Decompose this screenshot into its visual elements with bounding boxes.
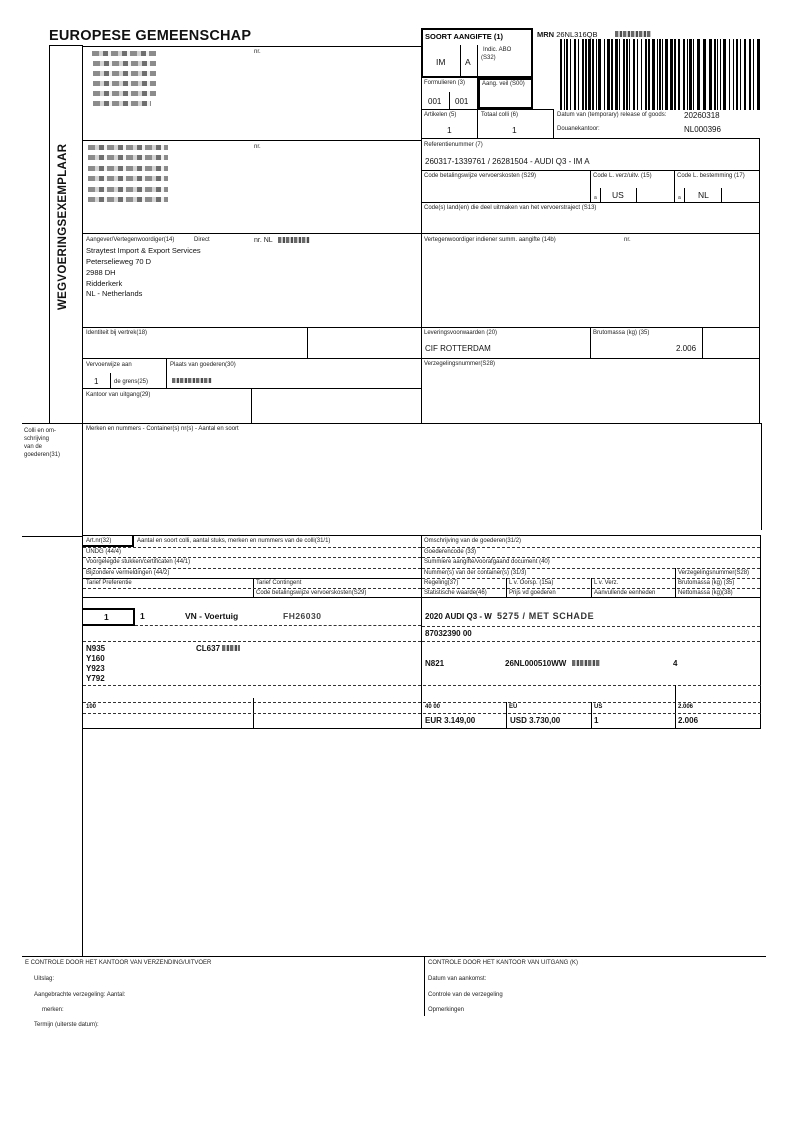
declarant-nr: nr. NL: [254, 237, 273, 244]
tarief-cont-label: Tarief Contingent: [256, 580, 302, 586]
item-colli-mark: FH26030: [283, 611, 322, 621]
barcode-bar: [585, 39, 587, 110]
item-description: 2020 AUDI Q3 - W: [425, 612, 492, 621]
frame-line: [674, 170, 675, 203]
frame-line: [421, 138, 760, 139]
goods-section-label-line: schrijving: [24, 436, 50, 443]
declarant-line: 2988 DH: [86, 268, 116, 277]
barcode-bar: [648, 39, 650, 110]
verzegeling-label: Verzegelingsnummer(S28): [424, 361, 496, 367]
code-best-prefix: a: [678, 195, 681, 201]
barcode-bar: [626, 39, 628, 110]
frame-line: [636, 188, 637, 203]
summiere-label: Summiere aangifte/voorafgaand document (40): [424, 559, 550, 565]
barcode-bar: [678, 39, 680, 110]
frame-line: [421, 535, 422, 729]
row-divider: [83, 588, 421, 589]
control-left-item: Termijn (uiterste datum):: [34, 1022, 99, 1028]
frame-line: [675, 568, 676, 598]
frame-line: [83, 578, 421, 579]
route-label: Code(s) land(en) die deel uitmaken van het vervoerstraject (S13): [424, 205, 597, 211]
art-nr-label: Art.nr(32): [86, 538, 112, 544]
row-divider: [83, 641, 421, 642]
aang-veil-label: Aang. veil (S00): [482, 81, 525, 87]
item-summary-ref: 26NL000510WW: [505, 659, 567, 668]
code-best-label: Code L. bestemming (17): [677, 173, 745, 179]
indic-abo-code: (S32): [481, 55, 496, 61]
code-verz-label: Code L. verz/uitv. (15): [593, 173, 652, 179]
barcode-bar: [709, 39, 712, 110]
code-betaling-label: Code betalingswijze vervoerskosten (S29): [424, 173, 537, 179]
statistische-label: Statistische waarde(46): [424, 590, 487, 596]
reference-value: 260317-1339761 / 26281504 - AUDI Q3 - IM A: [425, 157, 590, 166]
frame-line: [590, 327, 591, 359]
frame-line: [591, 702, 592, 729]
merken-label: Merken en nummers - Container(s) nr(s) - Aantal en soort: [86, 426, 239, 432]
barcode-bar: [623, 39, 625, 110]
redacted-consignee: [88, 197, 168, 202]
declarant-line: NL - Netherlands: [86, 289, 143, 298]
goods-section-label-line: Colli en om-: [24, 428, 57, 434]
formulieren-1: 001: [428, 97, 442, 106]
barcode-bar: [607, 39, 610, 110]
item-colli-count: 1: [140, 611, 145, 621]
control-right-item: Datum van aankomst:: [428, 976, 487, 982]
consignee-nr-label: nr.: [254, 144, 261, 150]
barcode-bar: [720, 39, 721, 110]
l-verz-label: L v. Verz.: [594, 580, 619, 586]
representative-nr: nr.: [624, 237, 631, 243]
frame-line: [460, 45, 461, 77]
frame-line: [424, 956, 425, 1016]
plaats-label: Plaats van goederen(30): [170, 362, 236, 368]
row-divider: [422, 547, 760, 548]
frame-line: [49, 45, 83, 46]
barcode-bar: [570, 39, 571, 110]
code-verz-prefix: a: [594, 195, 597, 201]
item-regeling: 40 00: [425, 704, 441, 710]
barcode-bar: [693, 39, 694, 110]
frame-line: [421, 202, 760, 203]
redacted-consignor: [92, 51, 156, 56]
item-l-oorsp: EU: [509, 704, 518, 710]
reference-label: Referentienummer (7): [424, 142, 483, 148]
barcode-bar: [633, 39, 635, 110]
mrn-line: [537, 30, 597, 39]
release-label: Datum van (temporary) release of goods:: [557, 112, 667, 118]
goods-section-label: [24, 427, 60, 459]
redacted-consignor: [93, 61, 156, 66]
barcode-bar: [652, 39, 655, 110]
goederencode-label: Goederencode (33): [424, 549, 477, 555]
barcode-bar: [560, 39, 562, 110]
redacted-plaats: [172, 378, 212, 383]
row-divider: [422, 568, 760, 569]
voorgelegde-label: Voorgelegde stukken/certificaten (44/1): [86, 559, 191, 565]
verzegeling-goods-label: Verzegelingsnummer(S28): [678, 570, 750, 576]
barcode-bar: [582, 39, 584, 110]
redacted-document-ref: [222, 645, 240, 651]
frame-line: [721, 188, 722, 203]
indic-abo-label: Indic. ABO: [483, 47, 512, 53]
barcode-bar: [659, 39, 661, 110]
grens-label: de grens(25): [114, 379, 149, 385]
barcode-bar: [753, 39, 754, 110]
representative-label: Vertegenwoordiger indiener summ. aangifte (14b): [424, 237, 556, 243]
item-l-verz: US: [594, 704, 603, 710]
barcode-bar: [687, 39, 688, 110]
barcode-bar: [629, 39, 630, 110]
identiteit-label: Identiteit bij vertrek(18): [86, 330, 148, 336]
vervoerwijze-value: 1: [94, 377, 99, 386]
code-best-value: NL: [698, 190, 709, 200]
kantoor-uitgang-label: Kantoor van uitgang(29): [86, 392, 151, 398]
row-divider: [422, 557, 760, 558]
aanvullende-label: Aanvullende eenheden: [594, 590, 656, 596]
item-prijs: USD 3.730,00: [510, 716, 561, 725]
frame-line: [82, 388, 422, 389]
barcode-bar: [598, 39, 601, 110]
redacted-consignee: [88, 145, 168, 150]
barcode-bar: [641, 39, 642, 110]
control-right-item: Opmerkingen: [428, 1007, 465, 1013]
brutomassa-label: Brutomassa (kg) (35): [593, 330, 650, 336]
item-tarief-pref: 100: [86, 704, 97, 710]
tarief-pref-label: Tarief Preferentie: [86, 580, 132, 586]
copy-label: WEGVOERINGSEXEMPLAAR: [57, 143, 69, 310]
frame-line: [600, 188, 601, 203]
redacted-consignee: [88, 187, 168, 192]
redacted-consignor: [93, 91, 156, 96]
regeling-label: Regeling(37): [424, 580, 459, 586]
item-art-nr: 1: [104, 612, 109, 622]
frame-line: [307, 327, 308, 359]
release-value: 20260318: [684, 111, 720, 120]
barcode-bar: [740, 39, 741, 110]
frame-line: [22, 536, 83, 537]
undg-label: UNDG (44/4): [86, 549, 122, 555]
totaal-colli-label: Totaal colli (6): [481, 112, 519, 118]
item-documents: [86, 644, 105, 684]
row-divider: [422, 626, 760, 627]
redacted-consignor: [93, 81, 156, 86]
code-verz-value: US: [612, 190, 624, 200]
row-divider: [83, 557, 421, 558]
artikelen-value: 1: [447, 125, 452, 135]
declarant-line: Straytest Import & Export Services: [86, 246, 201, 255]
declarant-label: Aangever/Vertegenwoordiger(14): [86, 237, 175, 243]
frame-line: [477, 45, 478, 77]
aantal-soort-label: Aantal en soort colli, aantal stuks, merken en nummers van de colli(31/1): [137, 538, 331, 544]
frame-line: [22, 423, 762, 424]
item-nettomassa: 2.006: [678, 716, 699, 725]
barcode-bar: [657, 39, 658, 110]
frame-line: [421, 358, 760, 359]
row-divider: [83, 713, 761, 714]
declarant-type: Direct: [194, 237, 210, 243]
brutomassa-goods-label: Brutomassa (kg) (35): [678, 580, 735, 586]
barcode-bar: [574, 39, 576, 110]
row-divider: [83, 568, 421, 569]
barcode-bar: [566, 39, 568, 110]
redacted-summary-ref: [572, 660, 600, 666]
frame-line: [759, 138, 760, 423]
row-divider: [422, 588, 760, 589]
item-summary-count: 4: [673, 659, 678, 668]
frame-line: [82, 45, 83, 756]
control-left-item: merken:: [42, 1007, 64, 1013]
frame-line: [110, 373, 111, 388]
frame-line: [761, 423, 762, 530]
redacted-declarant-nr: [278, 237, 310, 243]
item-colli-kind: VN - Voertuig: [185, 611, 239, 621]
redacted-consignor: [93, 101, 151, 106]
frame-line: [82, 358, 422, 359]
barcode-bar: [611, 39, 613, 110]
barcode-bar: [578, 39, 579, 110]
brutomassa-value: 2.006: [676, 344, 697, 353]
barcode-bar: [588, 39, 591, 110]
leveringsvoorwaarden-value: CIF ROTTERDAM: [425, 344, 491, 353]
barcode-bar: [717, 39, 718, 110]
row-divider: [83, 702, 761, 703]
page-title: EUROPESE GEMEENSCHAP: [49, 28, 252, 44]
barcode-bar: [714, 39, 716, 110]
redacted-consignor: [93, 71, 156, 76]
redacted-mrn: [615, 31, 651, 37]
control-left-title: E CONTROLE DOOR HET KANTOOR VAN VERZENDING/UITVOER: [25, 960, 212, 966]
vervoerwijze-label: Vervoerwijze aan: [86, 362, 132, 368]
item-document: Y160: [86, 654, 105, 663]
totaal-colli-value: 1: [512, 125, 517, 135]
frame-line: [22, 956, 766, 957]
mrn-label: MRN: [537, 30, 555, 39]
item-goods-code: 87032390 00: [425, 629, 472, 638]
item-statistische: EUR 3.149,00: [425, 716, 476, 725]
l-oorsp-label: L v. Oorsp. (15a): [509, 580, 554, 586]
barcode-bar: [749, 39, 751, 110]
container-nrs-label: Nummer(s) van der container(s) (31/3): [424, 570, 527, 576]
control-right-item: Controle van de verzegeling: [428, 992, 503, 998]
row-divider: [135, 625, 421, 626]
barcode-bar: [683, 39, 685, 110]
declarant-line: Ridderkerk: [86, 279, 123, 288]
barcode-bar: [615, 39, 618, 110]
mrn-barcode: [560, 39, 762, 110]
barcode-bar: [645, 39, 647, 110]
item-aanvullende: 1: [594, 716, 599, 725]
frame-line: [553, 109, 554, 138]
frame-line: [675, 685, 676, 729]
barcode-bar: [662, 39, 663, 110]
item-brutomassa: 2.006: [678, 704, 694, 710]
frame-line: [166, 358, 167, 389]
barcode-bar: [733, 39, 734, 110]
item-document-ref: CL637: [196, 644, 221, 653]
frame-line: [702, 327, 703, 359]
item-summary-code: N821: [425, 659, 445, 668]
goods-section-label-line: van de: [24, 444, 43, 451]
barcode-bar: [674, 39, 676, 110]
frame-line: [506, 702, 507, 729]
barcode-bar: [596, 39, 597, 110]
barcode-bar: [604, 39, 605, 110]
frame-line: [684, 188, 685, 203]
formulieren-label: Formulieren (3): [424, 80, 466, 86]
frame-line: [421, 597, 761, 598]
frame-line: [590, 170, 591, 203]
barcode-bar: [564, 39, 565, 110]
douanekantoor-label: Douanekantoor:: [557, 126, 600, 132]
consignor-nr-label: nr.: [254, 49, 261, 55]
barcode-bar: [665, 39, 668, 110]
frame-line: [760, 535, 761, 729]
row-divider: [83, 547, 421, 548]
formulieren-2: 001: [455, 97, 469, 106]
control-right-title: CONTROLE DOOR HET KANTOOR VAN UITGANG (K): [428, 960, 579, 966]
frame-line: [421, 28, 422, 423]
artikelen-label: Artikelen (5): [424, 112, 457, 118]
frame-line: [449, 92, 450, 109]
frame-line: [82, 729, 83, 956]
douanekantoor-value: NL000396: [684, 125, 721, 134]
barcode-bar: [670, 39, 673, 110]
prijs-label: Prijs vd goederen: [509, 590, 556, 596]
omschrijving-label: Omschrijving van de goederen(31/2): [424, 538, 522, 544]
row-divider: [422, 641, 760, 642]
item-description-tail: 5275 / MET SCHADE: [497, 611, 595, 621]
frame-line: [82, 46, 422, 47]
redacted-consignee: [88, 155, 168, 160]
soort-aangifte-label: SOORT AANGIFTE (1): [425, 32, 504, 41]
frame-line: [83, 597, 421, 598]
barcode-bar: [757, 39, 760, 110]
mrn-value: 26NL316QB: [556, 30, 598, 39]
barcode-bar: [619, 39, 620, 110]
barcode-bar: [729, 39, 730, 110]
bijzondere-label: Bijzondere vermeldingen (44/2): [86, 570, 170, 576]
redacted-consignee: [88, 166, 168, 171]
nettomassa-label: Nettomassa (kg)(38): [678, 590, 733, 596]
row-divider: [83, 685, 761, 686]
frame-line: [82, 327, 760, 328]
barcode-bar: [697, 39, 700, 110]
control-left-item: Aangebrachte verzegeling: Aantal:: [34, 992, 126, 998]
frame-line: [251, 388, 252, 423]
frame-line: [49, 45, 50, 423]
barcode-bar: [703, 39, 706, 110]
barcode-bar: [736, 39, 738, 110]
barcode-bar: [689, 39, 692, 110]
control-left-item: Uitslag:: [34, 976, 55, 982]
barcode-bar: [592, 39, 594, 110]
redacted-consignee: [88, 176, 168, 181]
barcode-bar: [744, 39, 746, 110]
barcode-bar: [637, 39, 638, 110]
leveringsvoorwaarden-label: Leveringsvoorwaarden (20): [424, 330, 498, 336]
frame-line: [82, 233, 760, 234]
item-document: Y792: [86, 674, 105, 683]
code-betaling-goods-label: Code betalingswijze vervoerskosten(S29): [256, 590, 367, 596]
frame-line: [421, 109, 554, 110]
item-document: N935: [86, 644, 106, 653]
goods-section-label-line: goederen(31): [24, 452, 61, 459]
declarant-line: Peterselieweg 70 D: [86, 257, 152, 266]
barcode-bar: [723, 39, 726, 110]
item-document: Y923: [86, 664, 105, 673]
soort-aangifte-1: IM: [436, 57, 446, 67]
frame-line: [82, 728, 761, 729]
frame-line: [82, 140, 422, 141]
soort-aangifte-2: A: [465, 57, 471, 67]
